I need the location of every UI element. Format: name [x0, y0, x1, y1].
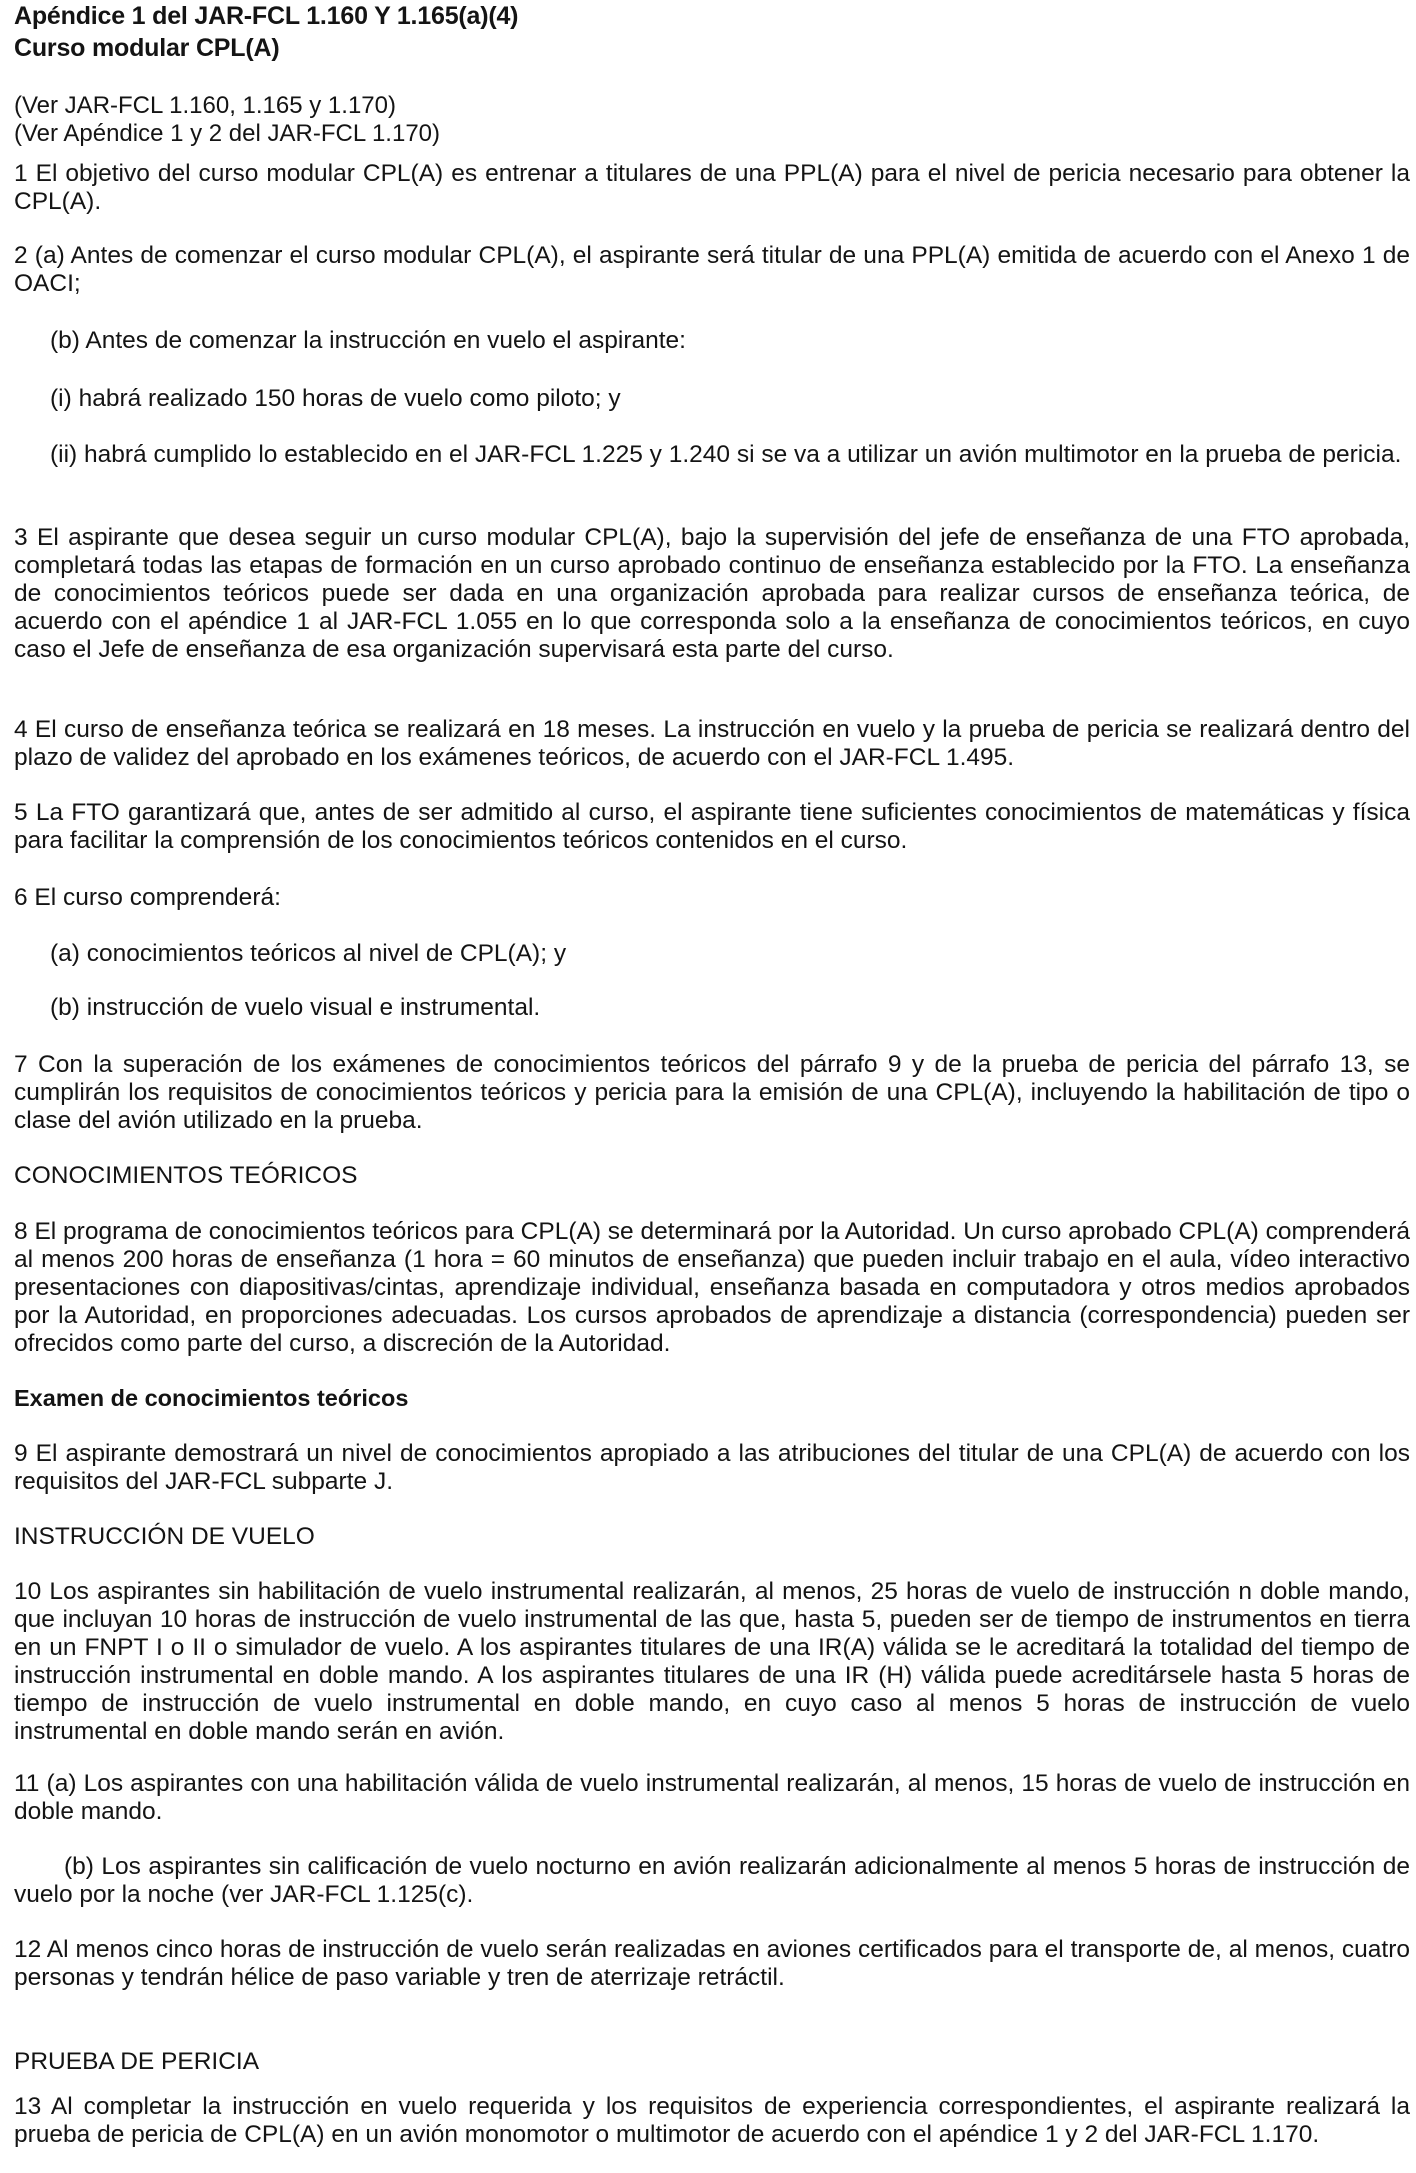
document-subtitle: Curso modular CPL(A)	[14, 34, 280, 62]
heading-instruccion-vuelo: INSTRUCCIÓN DE VUELO	[14, 1523, 315, 1550]
paragraph-6a: (a) conocimientos teóricos al nivel de CPL(A); y	[50, 940, 567, 967]
document-title: Apéndice 1 del JAR-FCL 1.160 Y 1.165(a)(4)	[14, 2, 519, 30]
paragraph-2a: 2 (a) Antes de comenzar el curso modular CPL(A), el aspirante será titular de una PPL(A) emitida de acuerdo con el Anexo 1 de OACI;	[14, 242, 1410, 297]
heading-examen: Examen de conocimientos teóricos	[14, 1385, 409, 1411]
paragraph-11a: 11 (a) Los aspirantes con una habilitación válida de vuelo instrumental realizarán, al menos, 15 horas de vuelo de instrucción en doble mando.	[14, 1770, 1410, 1825]
reference-line-2: (Ver Apéndice 1 y 2 del JAR-FCL 1.170)	[14, 120, 440, 147]
paragraph-10: 10 Los aspirantes sin habilitación de vuelo instrumental realizarán, al menos, 25 horas de vuelo de instrucción n doble mando, que incluyan 10 horas de instrucción de vuelo instrumental de las que, hasta 5, pueden ser de tiempo de instrumentos en tierra en un FNPT I o II o simulador de vuelo. A los aspirantes titulares de una IR(A) válida se le acreditará la totalidad del tiempo de instrucción instrumental en doble mando. A los aspirantes titulares de una IR (H) válida puede acreditársele hasta 5 horas de tiempo de instrucción de vuelo instrumental en doble mando, en cuyo caso al menos 5 horas de instrucción de vuelo instrumental en doble mando serán en avión.	[14, 1578, 1410, 1745]
paragraph-13: 13 Al completar la instrucción en vuelo requerida y los requisitos de experiencia correspondientes, el aspirante realizará la prueba de pericia de CPL(A) en un avión monomotor o multimotor de acuerdo con el apéndice 1 y 2 del JAR-FCL 1.170.	[14, 2093, 1410, 2148]
paragraph-9: 9 El aspirante demostrará un nivel de conocimientos apropiado a las atribuciones del titular de una CPL(A) de acuerdo con los requisitos del JAR-FCL subparte J.	[14, 1440, 1410, 1495]
reference-line-1: (Ver JAR-FCL 1.160, 1.165 y 1.170)	[14, 92, 396, 119]
paragraph-5: 5 La FTO garantizará que, antes de ser admitido al curso, el aspirante tiene suficientes conocimientos de matemáticas y física para facilitar la comprensión de los conocimientos teóricos contenidos en el curso.	[14, 799, 1410, 854]
heading-conocimientos-teoricos: CONOCIMIENTOS TEÓRICOS	[14, 1162, 358, 1189]
heading-prueba-pericia: PRUEBA DE PERICIA	[14, 2048, 260, 2075]
paragraph-6b: (b) instrucción de vuelo visual e instrumental.	[50, 994, 541, 1021]
paragraph-2b-i: (i) habrá realizado 150 horas de vuelo como piloto; y	[50, 385, 621, 412]
paragraph-4: 4 El curso de enseñanza teórica se realizará en 18 meses. La instrucción en vuelo y la prueba de pericia se realizará dentro del plazo de validez del aprobado en los exámenes teóricos, de acuerdo con el JAR-FCL 1.495.	[14, 716, 1410, 771]
paragraph-11b: (b) Los aspirantes sin calificación de vuelo nocturno en avión realizarán adicionalmente al menos 5 horas de instrucción de vuelo por la noche (ver JAR-FCL 1.125(c).	[14, 1853, 1410, 1908]
paragraph-7: 7 Con la superación de los exámenes de conocimientos teóricos del párrafo 9 y de la prueba de pericia del párrafo 13, se cumplirán los requisitos de conocimientos teóricos y pericia para la emisión de una CPL(A), incluyendo la habilitación de tipo o clase del avión utilizado en la prueba.	[14, 1051, 1410, 1134]
paragraph-6: 6 El curso comprenderá:	[14, 884, 281, 911]
paragraph-12: 12 Al menos cinco horas de instrucción de vuelo serán realizadas en aviones certificados para el transporte de, al menos, cuatro personas y tendrán hélice de paso variable y tren de aterrizaje retráctil.	[14, 1936, 1410, 1991]
paragraph-2b: (b) Antes de comenzar la instrucción en vuelo el aspirante:	[50, 327, 686, 354]
document-header	[14, 0, 1414, 148]
paragraph-1: 1 El objetivo del curso modular CPL(A) es entrenar a titulares de una PPL(A) para el nivel de pericia necesario para obtener la CPL(A).	[14, 160, 1410, 215]
paragraph-3: 3 El aspirante que desea seguir un curso modular CPL(A), bajo la supervisión del jefe de enseñanza de una FTO aprobada, completará todas las etapas de formación en un curso aprobado continuo de enseñanza establecido por la FTO. La enseñanza de conocimientos teóricos puede ser dada en una organización aprobada para realizar cursos de enseñanza teórica, de acuerdo con el apéndice 1 al JAR-FCL 1.055 en lo que corresponda solo a la enseñanza de conocimientos teóricos, en cuyo caso el Jefe de enseñanza de esa organización supervisará esta parte del curso.	[14, 524, 1410, 663]
paragraph-2b-ii: (ii) habrá cumplido lo establecido en el JAR-FCL 1.225 y 1.240 si se va a utilizar un avión multimotor en la prueba de pericia.	[50, 441, 1402, 468]
paragraph-8: 8 El programa de conocimientos teóricos para CPL(A) se determinará por la Autoridad. Un curso aprobado CPL(A) comprenderá al menos 200 horas de enseñanza (1 hora = 60 minutos de enseñanza) que pueden incluir trabajo en el aula, vídeo interactivo presentaciones con diapositivas/cintas, aprendizaje individual, enseñanza basada en computadora y otros medios aprobados por la Autoridad, en proporciones adecuadas. Los cursos aprobados de aprendizaje a distancia (correspondencia) pueden ser ofrecidos como parte del curso, a discreción de la Autoridad.	[14, 1218, 1410, 1357]
